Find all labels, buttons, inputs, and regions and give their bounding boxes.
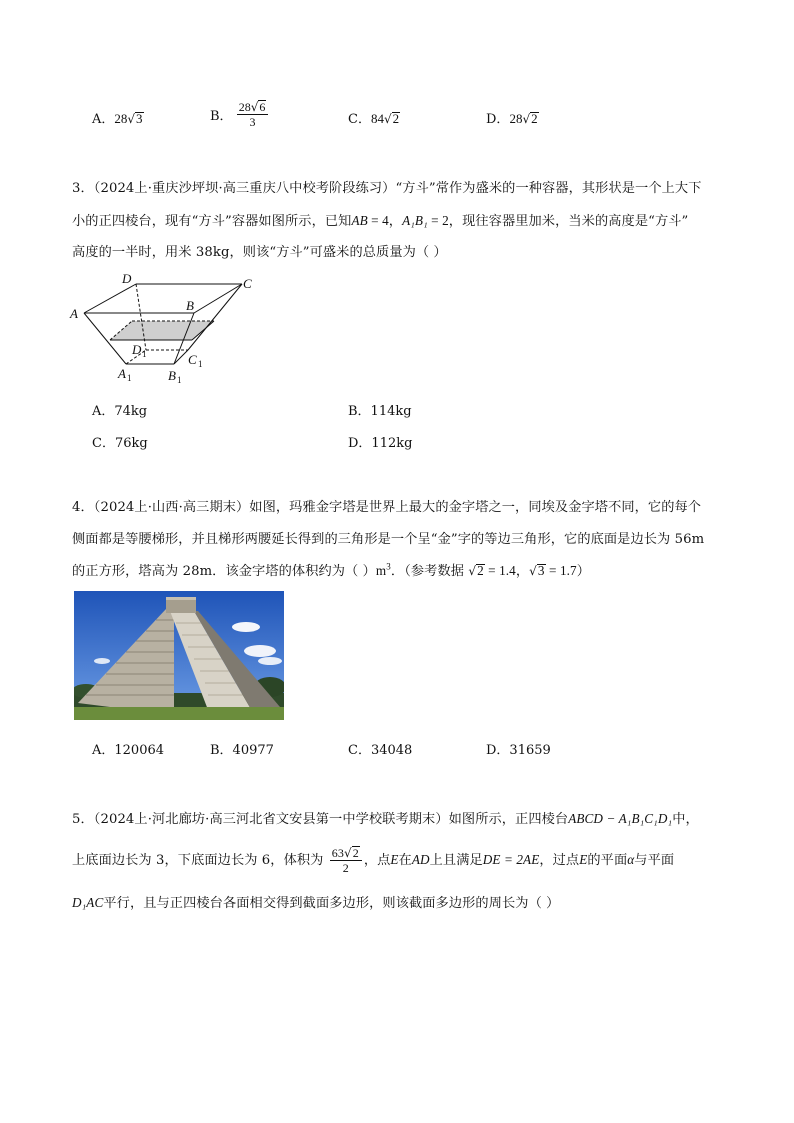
- svg-text:1: 1: [142, 349, 147, 359]
- q5-stem-line3: D₁AC平行，且与正四棱台各面相交得到截面多边形，则该截面多边形的周长为（ ）: [72, 895, 560, 911]
- q2-option-a: A．28√3: [92, 111, 143, 127]
- svg-text:1: 1: [127, 373, 132, 383]
- label-c: C: [243, 276, 252, 291]
- label-d1: D: [132, 342, 142, 357]
- q3-stem-line3: 高度的一半时，用米 38kg，则该“方斗”可盛米的总质量为（ ）: [72, 245, 447, 260]
- label-a1: A: [118, 366, 126, 381]
- q5-stem-line2: 上底面边长为 3，下底面边长为 6，体积为 $\frac{63√2}{2}$ ，点E在AD上且满足DE = 2AE，过点E的平面α与平面: [72, 846, 675, 875]
- edge-cc1: [188, 284, 242, 350]
- q5-stem-line1: 5．（2024上·河北廊坊·高三河北省文安县第一中学校联考期末）如图所示，正四棱台ABCD − A₁B₁C₁D₁中，: [72, 811, 699, 827]
- label-b: B: [186, 298, 194, 313]
- q3-option-d: D．112kg: [348, 436, 413, 451]
- pyramid-photo: [74, 591, 284, 720]
- label-a: A: [70, 306, 78, 321]
- edge-bc: [194, 284, 242, 313]
- q2-option-c: C．84√2: [348, 111, 400, 127]
- q2-option-b: B． $\frac{28√6}{3}$: [210, 100, 268, 129]
- q3-stem-line1: 3．（2024上·重庆沙坪坝·高三重庆八中校考阶段练习）“方斗”常作为盛米的一种容器，其形状是一个上大下: [72, 181, 702, 196]
- q3-option-c: C．76kg: [92, 436, 148, 451]
- svg-text:1: 1: [198, 359, 203, 369]
- q4-stem-line2: 侧面都是等腰梯形，并且梯形两腰延长得到的三角形是一个呈“金”字的等边三角形，它的底面是边长为 56m: [72, 532, 705, 547]
- label-d: D: [122, 271, 132, 286]
- frustum-figure: [66, 268, 266, 386]
- q4-stem-line1: 4．（2024上·山西·高三期末）如图，玛雅金字塔是世界上最大的金字塔之一，同埃及金字塔不同，它的每个: [72, 500, 702, 515]
- svg-text:1: 1: [177, 375, 182, 385]
- q2-option-d: D．28√2: [486, 111, 538, 127]
- q4-option-d: D．31659: [486, 743, 551, 758]
- edge-ad: [84, 284, 136, 313]
- edge-b1c1: [174, 350, 188, 364]
- q4-option-b: B．40977: [210, 743, 274, 758]
- label-c1: C: [188, 352, 197, 367]
- q4-option-a: A．120064: [92, 743, 165, 758]
- label-b1: B: [168, 368, 176, 383]
- q4-option-c: C．34048: [348, 743, 413, 758]
- q3-option-b: B．114kg: [348, 404, 412, 419]
- q3-stem-line2: 小的正四棱台，现有“方斗”容器如图所示，已知AB = 4，A₁B₁ = 2，现往容器里加米，当米的高度是“方斗”: [72, 213, 689, 229]
- q3-option-a: A．74kg: [92, 404, 148, 419]
- q4-stem-line3: 的正方形，塔高为 28m．该金字塔的体积约为（ ）$m^3$．（参考数据 √2 = 1.4，√3 = 1.7）: [72, 561, 591, 579]
